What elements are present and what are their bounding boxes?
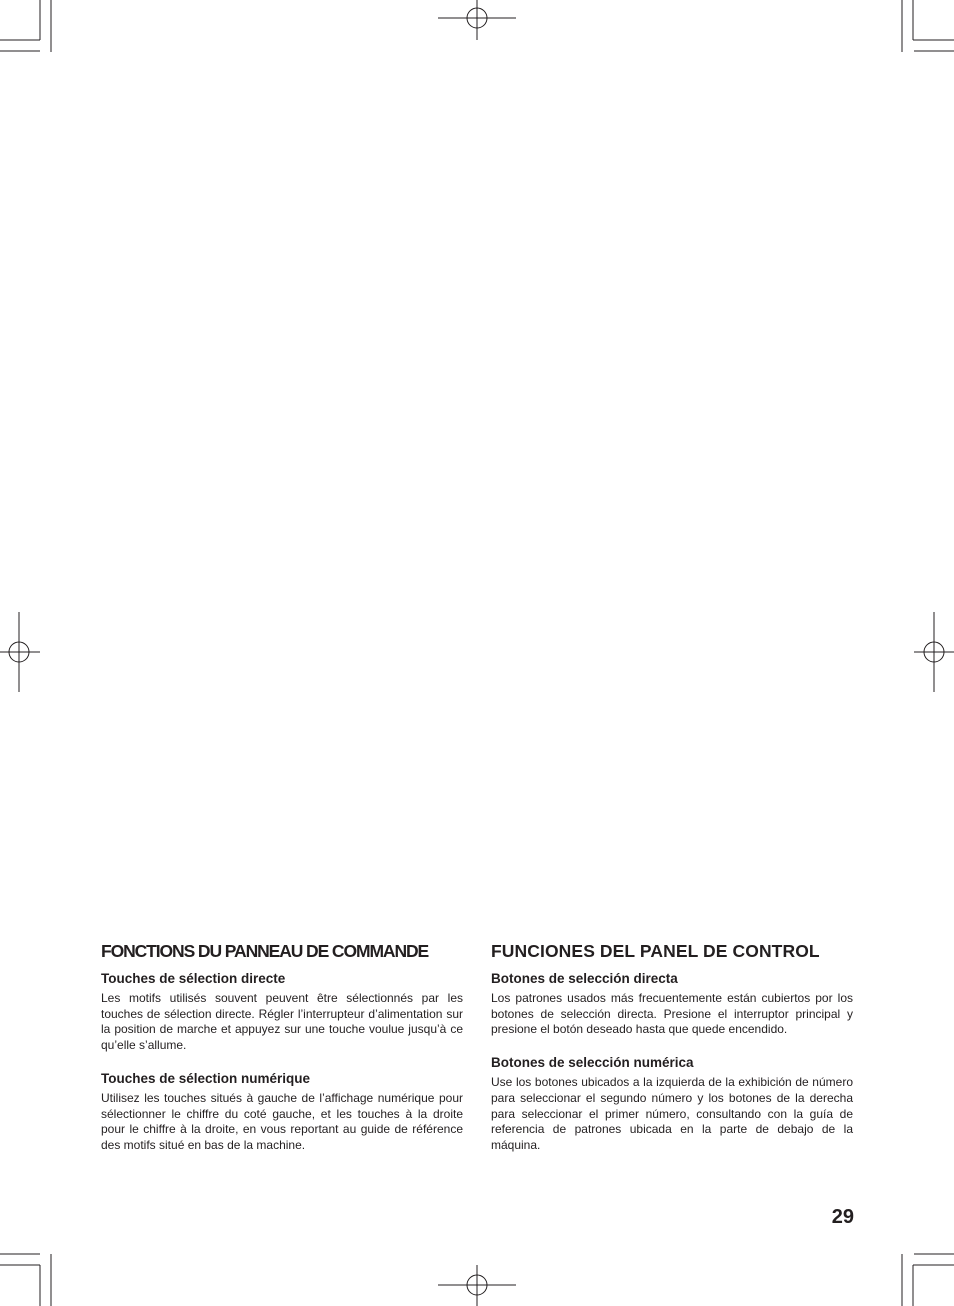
french-direct-text: Les motifs utilisés souvent peuvent être sélectionnés par les touches de sélection directe. Régler l’interrupteur d’alimentation sur la position de marche et appuyez sur une touche voulue jusqu’à ce qu’elle s’allume. [101,991,463,1053]
registration-mark-top [438,0,516,40]
french-direct-heading: Touches de sélection directe [101,971,286,986]
crop-mark-top-right [902,0,954,52]
spanish-direct-text: Los patrones usados más frecuentemente están cubiertos por los botones de selección directa. Presione el interruptor principal y presione el botón deseado hasta que quede encendido. [491,991,853,1037]
french-section-title: FONCTIONS DU PANNEAU DE COMMANDE [101,941,429,961]
registration-mark-right [914,612,954,692]
spanish-section-title: FUNCIONES DEL PANEL DE CONTROL [491,941,820,961]
crop-mark-bottom-right [902,1254,954,1306]
spanish-numeric-text: Use los botones ubicados a la izquierda de la exhibición de número para seleccionar el segundo número y los botones de la derecha para seleccionar el primer número, consultando con la guía de referencia de patrones ubicada en la parte de debajo de la máquina. [491,1075,853,1152]
spanish-direct-heading: Botones de selección directa [491,971,678,986]
crop-mark-top-left [0,0,51,52]
french-numeric-text: Utilisez les touches situés à gauche de l’affichage numérique pour sélectionner le chiffre du coté gauche, et les touches à la droite pour le chiffre à la droite, en vous reportant au guide de référence des motifs situé en bas de la machine. [101,1090,463,1152]
french-numeric-heading: Touches de sélection numérique [101,1070,311,1086]
page-number: 29 [831,1206,854,1228]
spanish-numeric-heading: Botones de selección numérica [491,1055,694,1071]
crop-mark-bottom-left [0,1254,51,1306]
french-section [101,940,463,1154]
registration-mark-bottom [438,1265,516,1306]
spanish-section [491,940,853,1154]
registration-mark-left [0,612,40,692]
